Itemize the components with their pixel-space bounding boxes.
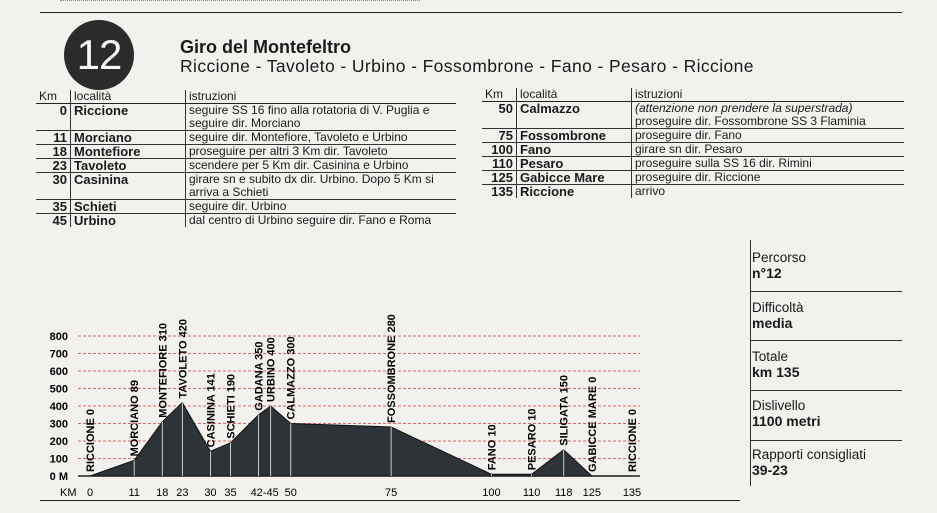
row-instructions — [632, 157, 905, 171]
row-locality: Morciano — [71, 131, 186, 145]
torn-header-fragment — [60, 0, 420, 7]
row-km: 11 — [53, 130, 67, 145]
row-km: 0 — [59, 103, 67, 118]
row-locality: Pesaro — [517, 157, 632, 171]
row-locality: Casinina — [71, 173, 186, 200]
row-instructions — [186, 200, 457, 214]
point-label: GADANA 350 — [253, 341, 266, 411]
row-locality: Schieti — [71, 200, 186, 214]
header-km: Km — [485, 87, 503, 101]
info-totale — [752, 349, 902, 380]
info-value: n°12 — [752, 265, 782, 281]
x-tick-label: 75 — [384, 487, 398, 499]
x-tick-label: 125 — [582, 487, 602, 499]
table-row — [482, 102, 904, 129]
x-tick-label: 30 — [204, 487, 217, 499]
point-label: MORCIANO 89 — [129, 380, 142, 457]
y-tick-label: 500 — [49, 383, 68, 396]
row-km: 18 — [52, 144, 67, 159]
row-km: 30 — [52, 172, 67, 187]
info-divider — [750, 291, 902, 292]
row-instructions-text: girare sn dir. Pesaro — [635, 142, 743, 156]
table-row — [36, 159, 456, 173]
row-instructions-text: scendere per 5 Km dir. Casinina e Urbino — [189, 158, 409, 172]
row-instructions — [632, 185, 905, 199]
row-instructions — [186, 131, 457, 145]
row-locality: Fossombrone — [517, 129, 632, 143]
route-title: Giro del Montefeltro — [180, 37, 351, 57]
x-tick-label: 0 — [86, 487, 94, 499]
point-label: RICCIONE 0 — [627, 409, 639, 472]
row-locality: Fano — [517, 143, 632, 157]
info-label: Difficoltà — [752, 300, 804, 315]
info-value: media — [752, 315, 793, 331]
point-label: GABICCE MARE 0 — [586, 376, 599, 472]
route-table-left — [36, 90, 456, 227]
row-instructions-text: proseguire dir. Fano — [635, 128, 742, 142]
table-row — [482, 143, 904, 157]
point-label: FANO 10 — [486, 424, 499, 471]
info-value: 39-23 — [752, 462, 788, 478]
row-instructions-text: seguire dir. Montefiore, Tavoleto e Urbino — [189, 130, 408, 144]
info-value: km 135 — [752, 364, 800, 380]
row-instructions-text: dal centro di Urbino seguire dir. Fano e Roma — [189, 213, 432, 227]
row-instructions — [186, 159, 457, 173]
header-locality: località — [71, 90, 186, 104]
row-instructions-text: proseguire sulla SS 16 dir. Rimini — [635, 156, 812, 170]
row-km: 35 — [52, 199, 67, 214]
bottom-rule — [40, 500, 740, 501]
table-row — [482, 171, 904, 185]
y-tick-label: 100 — [49, 453, 68, 466]
header-locality: località — [517, 88, 632, 102]
row-locality: Riccione — [71, 104, 186, 131]
point-label: PESARO 10 — [526, 408, 539, 471]
x-axis-label: KM — [60, 487, 77, 499]
route-number-badge: 12 — [64, 20, 134, 90]
row-instructions — [186, 214, 457, 228]
y-tick-label: 0 M — [49, 471, 68, 483]
row-km: 135 — [491, 184, 513, 199]
row-instructions-text: proseguire dir. Riccione — [635, 170, 761, 184]
row-instructions — [632, 143, 905, 157]
x-tick-label: 110 — [522, 487, 541, 499]
row-locality: Tavoleto — [71, 159, 186, 173]
table-row — [36, 173, 456, 200]
info-label: Percorso — [752, 250, 807, 265]
info-divider — [750, 390, 902, 391]
info-value: 1100 metri — [752, 413, 821, 429]
row-instructions-text: seguire SS 16 fino alla rotatoria di V. Puglia e seguire dir. Morciano — [189, 103, 430, 130]
row-km: 100 — [491, 142, 513, 157]
x-tick-label: 100 — [482, 487, 501, 499]
row-instructions — [186, 104, 457, 131]
table-row — [482, 185, 904, 199]
row-instructions — [186, 145, 457, 159]
x-tick-label: 23 — [176, 487, 189, 499]
row-instructions-text: seguire dir. Urbino — [189, 199, 287, 213]
point-label: RICCIONE 0 — [85, 409, 97, 472]
elevation-profile-chart — [0, 290, 660, 500]
row-locality: Urbino — [71, 214, 186, 228]
row-instructions — [632, 129, 905, 143]
row-instructions — [632, 102, 905, 129]
elevation-area — [90, 403, 632, 477]
point-label: CALMAZZO 300 — [285, 336, 298, 420]
row-locality: Calmazzo — [517, 102, 632, 129]
x-tick-label: 135 — [622, 487, 642, 499]
info-divider — [750, 440, 902, 441]
point-label: TAVOLETO 420 — [177, 319, 190, 399]
y-tick-label: 700 — [49, 348, 68, 361]
info-rapporti — [752, 447, 902, 478]
row-locality: Riccione — [517, 185, 632, 199]
table-row — [482, 157, 904, 171]
point-label: URBINO 400 — [265, 337, 278, 402]
row-note: (attenzione non prendere la superstrada) — [635, 101, 853, 115]
point-label: SCHIETI 190 — [225, 373, 238, 439]
table-row — [482, 129, 904, 143]
x-tick-label: 118 — [554, 487, 573, 499]
row-locality: Gabicce Mare — [517, 171, 632, 185]
point-label: CASININA 141 — [205, 373, 218, 448]
info-label: Rapporti consigliati — [752, 447, 867, 462]
info-label: Dislivello — [752, 398, 806, 413]
route-subtitle: Riccione - Tavoleto - Urbino - Fossombrone - Fano - Pesaro - Riccione — [180, 56, 754, 76]
info-percorso — [752, 250, 902, 281]
top-rule — [40, 12, 902, 13]
row-km: 125 — [491, 170, 513, 185]
table-row — [36, 145, 456, 159]
row-instructions-text: proseguire per altri 3 Km dir. Tavoleto — [189, 144, 388, 158]
point-label: SILIGATA 150 — [558, 375, 571, 446]
x-tick-label: 35 — [224, 487, 237, 499]
table-row — [36, 104, 456, 131]
table-header-row — [36, 90, 456, 104]
row-km: 50 — [498, 101, 513, 116]
header-instructions: istruzioni — [632, 88, 905, 102]
header-km: Km — [39, 89, 57, 103]
info-dislivello — [752, 398, 902, 429]
row-instructions-text: arrivo — [635, 184, 666, 198]
row-locality: Montefiore — [71, 145, 186, 159]
info-divider — [750, 340, 902, 341]
row-instructions-text: proseguire dir. Fossombrone SS 3 Flaminia — [635, 114, 866, 128]
info-difficolta — [752, 300, 902, 331]
x-tick-label: 50 — [284, 487, 297, 499]
y-tick-label: 200 — [49, 436, 68, 448]
row-km: 23 — [52, 158, 67, 173]
x-tick-label: 18 — [156, 487, 169, 499]
header-instructions: istruzioni — [186, 90, 457, 104]
x-tick-label: 11 — [128, 487, 140, 499]
table-row — [36, 214, 456, 228]
route-table-right — [482, 88, 904, 198]
row-instructions — [632, 171, 905, 185]
y-tick-label: 400 — [49, 401, 68, 413]
table-row — [36, 131, 456, 145]
row-km: 110 — [492, 156, 513, 171]
table-row — [36, 200, 456, 214]
x-tick-label: 42-45 — [250, 487, 279, 499]
point-label: MONTEFIORE 310 — [157, 323, 170, 418]
point-label: FOSSOMBRONE 280 — [386, 314, 399, 423]
row-instructions-text: girare sn e subito dx dir. Urbino. Dopo 5 Km si arriva a Schieti — [189, 172, 434, 199]
y-tick-label: 800 — [49, 331, 68, 343]
table-header-row — [482, 88, 904, 102]
y-tick-label: 600 — [49, 366, 68, 378]
info-label: Totale — [752, 349, 789, 364]
y-tick-label: 300 — [49, 418, 68, 431]
row-instructions — [186, 173, 457, 200]
row-km: 75 — [498, 128, 513, 143]
row-km: 45 — [52, 213, 67, 228]
